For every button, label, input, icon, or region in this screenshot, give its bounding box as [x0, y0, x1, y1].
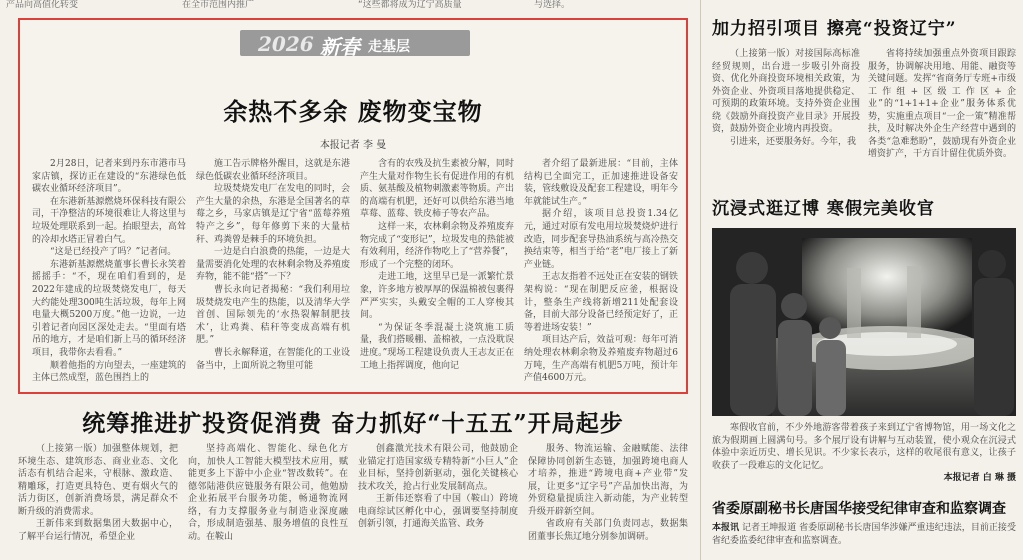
paragraph: 坚持高端化、智能化、绿色化方向，加快人工智能大模型技术应用，赋能更多上下游中小企业“智改数转”。在德邻陆港供应链服务有限公司，他勉励企业拓展平台服务功能，畅通物流网络，有力支撑服务业与制造业深度融合，形成制造强基、服务增值的良性互动。在鞍山 — [188, 444, 348, 542]
right-top-headline: 加力招引项目 擦亮“投资辽宁” — [712, 19, 957, 39]
paragraph: 在东港新基源燃烧环保科技有限公司，干净整洁的环境很难让人将这里与垃圾处理联系到一起。抬眼望去，高耸的冷却水塔正冒着白气。 — [32, 196, 186, 245]
paragraph: 东港新基源燃烧董事长曹长永笑着摇摇手：“不，现在咱们看到的，是2022年建成的垃圾焚烧发电厂，每天大约能处理300吨生活垃圾，每年上网电量大概5200万度。”他一边说，一边引着记者向园区深处走去。“里面有塔吊的地方，才是咱们新上马的循环经济项目，我带你去看看。” — [32, 259, 186, 358]
photo-caption — [712, 422, 1016, 485]
right-top-column — [868, 48, 1016, 176]
paragraph: 含有的农残及抗生素被分解，同时产生大量对作物生长有促进作用的有机质、氨基酸及植物刺激素等物质。产出的高端有机肥，还好可以供给东港当地草莓、蓝莓、铁皮柿子等农产品。 — [360, 159, 514, 220]
column-banner — [240, 30, 470, 59]
right-bottom-body — [712, 522, 1016, 547]
paragraph: 项目达产后，效益可观：每年可消纳处理农林剩余物及养殖废弃物超过6万吨，生产高端有机肥5万吨，预计年产值4600万元。 — [524, 335, 678, 384]
paragraph: 曹长永向记者揭秘：“我们利用垃圾焚烧发电产生的热能，以及清华大学首创、国际领先的‘水热裂解制肥技术’，让鸡粪、秸秆等变成高端有机肥。” — [196, 284, 350, 346]
feature-column — [196, 158, 350, 386]
paragraph: 省将持续加强重点外资项目跟踪服务，协调解决用地、用能、融资等关键问题。发挥“省商务厅专班+市级工作组+区级工作区+企业”的“1+1+1+企业”服务体系优势，实施重点项目“一企一策”精准帮扶，及时解决外企生产经营中遇到的各类“急难愁盼”，鼓励现有外资企业增资扩产，干方百计留住优质外资。 — [868, 49, 1016, 159]
paragraph: 创鑫激光技术有限公司，他鼓励企业锚定打造国家级专精特新“小巨人”企业目标，坚持创新驱动，强化关键核心技术攻关，抢占行业发展制高点。 — [358, 444, 518, 492]
paragraph: 一边是白白浪费的热能，一边是大量需要消化处理的农林剩余物及养殖废弃物，能不能“搭”一下？ — [196, 247, 350, 283]
feature-column — [524, 158, 678, 386]
paragraph: “为保证冬季混凝土浇筑施工质量，我们搭暖棚、盖棉被，一点没耽误进度。”现场工程建设负责人王志友正在工地上指挥调度，他向记 — [360, 322, 514, 371]
right-bottom-headline: 省委原副秘书长唐国华接受纪律审查和监察调查 — [712, 501, 1006, 517]
paragraph: 2月28日，记者来到丹东市港市马家店镇，探访正在建设的“东港绿色低碳农业循环经济项目”。 — [32, 159, 186, 195]
feature-column — [360, 158, 514, 386]
bottom-column — [528, 443, 688, 555]
banner-xinchun: 新春 — [320, 35, 360, 59]
museum-photo — [712, 228, 1016, 416]
photo-credit: 本报记者 白 琳 摄 — [943, 473, 1016, 483]
paragraph: 者介绍了最新进展：“目前，主体结构已全面完工，正加速推进设备安装，管线敷设及配套工程建设，明年今年就能试生产。” — [524, 159, 678, 207]
top-strip — [0, 0, 700, 14]
paragraph: 顺着他指的方向望去，一座建筑的主体已然成型，蓝色围挡上的 — [32, 360, 186, 384]
right-top-body — [712, 48, 1016, 176]
paragraph: 省政府有关部门负责同志，数据集团董事长焦辽地分别参加调研。 — [528, 519, 688, 542]
column-divider — [700, 0, 701, 560]
paragraph: “这是已经投产了吗？”记者问。 — [50, 247, 177, 258]
paragraph: 这样一来，农林剩余物及养殖废弃物完成了“变形记”，垃圾发电的热能被有效利用，经济作物吃上了“营养餐”，形成了一个完整的闭环。 — [360, 221, 514, 270]
top-strip-text: “这些都将成为辽宁高质量 — [358, 0, 462, 10]
bottom-column — [18, 443, 178, 555]
paragraph: 垃圾焚烧发电厂在发电的同时，会产生大量的余热，东港是全国著名的草莓之乡，马家店镇是辽宁省“蓝莓养殖特产之乡”，每年修剪下来的大量枯秆、鸡粪曾是棘手的环境负担。 — [196, 184, 350, 245]
top-strip-text: 在全市范围内推广 — [182, 0, 255, 10]
right-mid-headline: 沉浸式逛辽博 寒假完美收官 — [712, 199, 935, 219]
lead-label: 本报讯 — [712, 523, 740, 533]
right-top-column — [712, 48, 860, 176]
bottom-column — [188, 443, 348, 555]
feature-byline: 本报记者 李 曼 — [319, 140, 387, 151]
paragraph: 王志友指着不远处正在安装的钢铁架构说：“现在制肥反应釜，根据设计，整条生产线将新增211处配套设备，目前大部分设备已经预定好了，正等着进场安装！” — [524, 272, 678, 333]
feature-body — [32, 158, 678, 386]
banner-zoujiceng: 走基层 — [368, 39, 410, 55]
feature-article-frame — [18, 18, 688, 394]
banner-year: 2026 — [258, 32, 314, 56]
bottom-article-body — [18, 443, 688, 555]
paragraph — [712, 522, 1016, 547]
paragraph: 走进工地，这里早已是一派繁忙景象，许多地方被厚厚的保温棉被包裹得严严实实，头戴安全帽的工人穿梭其间。 — [360, 272, 514, 321]
caption-text: 寒假收官前，不少外地游客带着孩子来到辽宁省博物馆，用一场文化之旅为假期画上圆满句号。多个展厅设有讲解与互动装置，使小观众在沉浸式体验中亲近历史、增长见识。不少家长表示，这样的收尾很有意义，让孩子收获了一段难忘的文化记忆。 — [712, 423, 1016, 471]
paragraph: 曹长永解释道，在智能化的工业设备当中，上面所说之物里可能 — [196, 347, 350, 371]
paragraph: 引进来，还要服务好。今年，我 — [730, 136, 857, 147]
paragraph: 服务、物流运输、金融赋能、法律保障协同创新生态链，加强跨境电商人才培养，推进“跨境电商+产业带”发展，让更多“辽字号”产品加快出海，为外贸稳量提质注入新动能，为产业转型升级开辟新空间。 — [528, 444, 688, 517]
paragraph: 王新伟来到数据集团大数据中心，了解平台运行情况，希望企业 — [18, 519, 178, 542]
paragraph: 王新伟还察看了中国（鞍山）跨境电商综试区孵化中心，强调要坚持制度创新引领，打通海关监管、政务 — [358, 494, 518, 529]
paragraph: 施工告示牌格外醒目，这就是东港绿色低碳农业循环经济项目。 — [196, 159, 350, 182]
body-text: 记者王坤报道 省委原副秘书长唐国华涉嫌严重违纪违法，目前正接受省纪委监委纪律审查和监察调查。 — [712, 523, 1016, 546]
feature-column — [32, 158, 186, 386]
bottom-headline: 统筹推进扩投资促消费 奋力抓好“十五五”开局起步 — [82, 410, 624, 437]
paragraph: （上接第一版）对接国际高标准经贸规则，出台进一步吸引外商投资、优化外商投资环境相关政策，为外资企业、外资项目落地提供稳定、可预期的政策环境。支持外资企业围绕《鼓励外商投资产业目录》开展投资，鼓励外资企业境内再投资。 — [712, 49, 860, 134]
feature-headline: 余热不多余 废物变宝物 — [223, 97, 483, 126]
top-strip-text: 与选择。 — [534, 0, 571, 10]
paragraph: （上接第一版）加强整体规划，把环境生态、建筑形态、商业业态、文化活态有机结合起来，守根脉、激政造、精雕琢，打造更具特色、更有烟火气的活力街区，创新消费场景，满足群众不断升级的消费需求。 — [18, 444, 178, 517]
museum-photo-image — [712, 228, 1016, 416]
bottom-column — [358, 443, 518, 555]
top-strip-text: 产品向高值化转变 — [6, 0, 79, 10]
paragraph: 据介绍，该项目总投资1.34亿元，通过对原有发电用垃圾焚烧炉进行改造，同步配套导热油系统与高冷热交换结束等，相当于给“老”电厂接上了新产业链。 — [524, 209, 678, 270]
